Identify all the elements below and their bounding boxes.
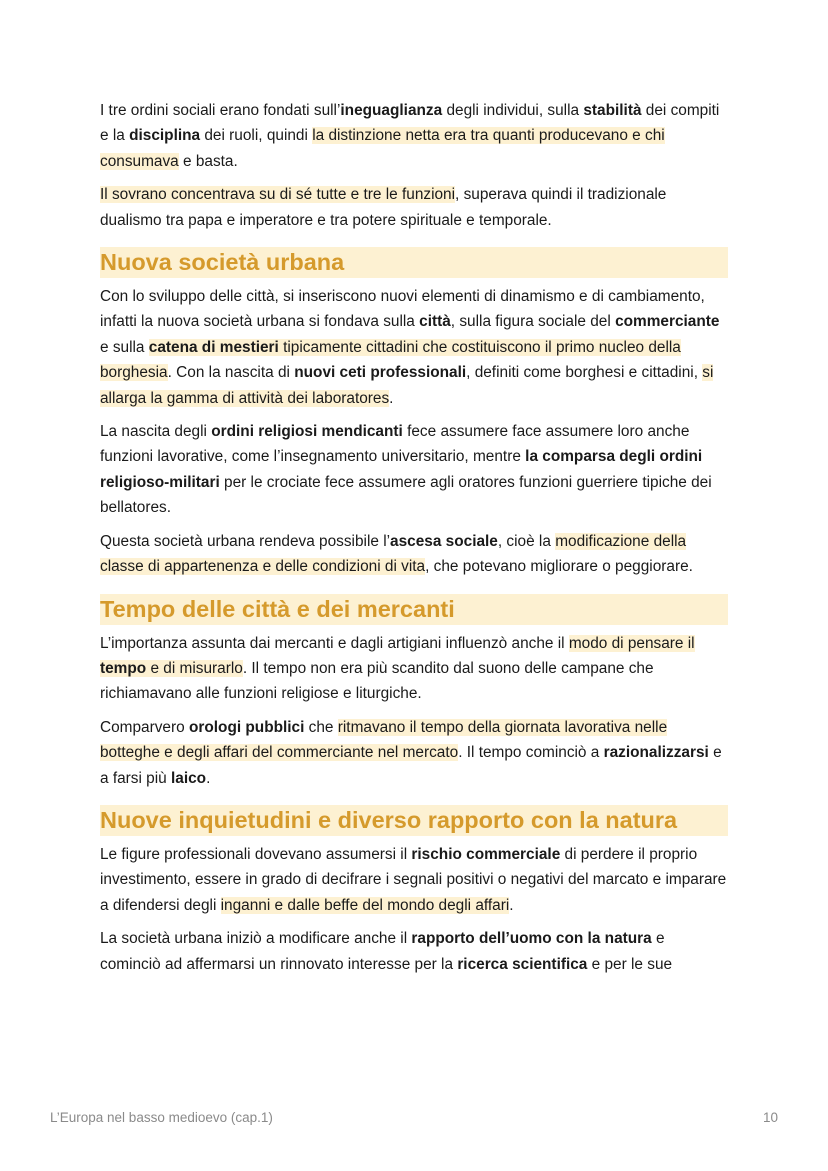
bold-text: città	[419, 313, 451, 331]
text-run: La nascita degli	[100, 423, 212, 441]
page-number: 10	[762, 1110, 778, 1125]
text-run: e cominciò ad affermarsi un rinnovato interesse per la	[100, 930, 665, 973]
bold-text: disciplina	[129, 127, 201, 145]
paragraph	[100, 926, 728, 977]
text-run: .	[206, 769, 211, 787]
text-run: , che potevano migliorare o peggiorare.	[425, 558, 693, 576]
highlighted-text: tempo	[100, 659, 147, 677]
highlighted-text: tipicamente cittadini che costituiscono il primo nucleo della borghesia	[100, 338, 681, 382]
text-run: fece assumere face assumere loro anche funzioni lavorative, come l’insegnamento universitario, mentre	[100, 423, 690, 466]
text-run: e basta.	[178, 152, 238, 170]
highlighted-text: si allarga la gamma di attività dei laboratores	[100, 364, 714, 407]
text-run: Le figure professionali dovevano assumersi il	[100, 845, 412, 863]
bold-text: stabilità	[583, 102, 642, 119]
text-run: , definiti come borghesi e cittadini,	[466, 364, 703, 382]
bold-text: ineguaglianza	[340, 102, 443, 119]
text-run: , cioè la	[497, 532, 556, 550]
text-run: L’importanza assunta dai mercanti e dagli artigiani influenzò anche il	[100, 634, 569, 652]
bold-text: orologi pubblici	[188, 718, 305, 736]
text-run: che	[304, 718, 338, 736]
text-run: di perdere il proprio investimento, essere in grado di decifrare i segnali positivi o negativi del marcato e imparare a difendersi degli	[100, 845, 727, 914]
bold-text: commerciante	[615, 313, 720, 331]
text-run: per le crociate fece assumere agli oratores funzioni guerriere tipiche dei bellatores.	[100, 473, 712, 517]
text-run: . Il tempo non era più scandito dal suono delle campane che richiamavano alle funzioni religiose e liturgiche.	[100, 659, 654, 703]
footer-title: L’Europa nel basso medioevo (cap.1)	[50, 1110, 273, 1125]
section-heading: Tempo delle città e dei mercanti	[100, 594, 728, 625]
text-run: , superava quindi il tradizionale dualismo tra papa e imperatore e tra potere spirituale e temporale.	[100, 186, 667, 229]
text-run: I tre ordini sociali erano fondati sull’	[100, 102, 341, 119]
paragraph	[100, 98, 728, 174]
bold-text: nuovi ceti professionali	[294, 364, 467, 382]
bold-text: razionalizzarsi	[603, 744, 709, 762]
paragraph	[100, 419, 728, 521]
paragraph	[100, 284, 728, 411]
page-footer	[50, 1110, 778, 1125]
bold-text: rapporto dell’uomo con la natura	[411, 930, 652, 948]
highlighted-text: Il sovrano concentrava su di sé tutte e tre le funzioni	[100, 186, 456, 204]
text-run: e per le sue	[587, 955, 673, 973]
bold-text: la comparsa degli ordini religioso-militari	[100, 448, 703, 491]
text-run: , sulla figura sociale del	[450, 313, 616, 331]
document-body	[100, 98, 728, 985]
text-run: Con lo sviluppo delle città, si inseriscono nuovi elementi di dinamismo e di cambiamento, infatti la nuova società urbana si fondava sulla	[100, 288, 705, 331]
text-run: dei ruoli, quindi	[200, 127, 313, 145]
paragraph	[100, 529, 728, 580]
highlighted-text: modificazione della classe di appartenenza e delle condizioni di vita	[100, 532, 687, 576]
paragraph	[100, 715, 728, 791]
text-run: . Con la nascita di	[167, 364, 295, 382]
section-heading: Nuove inquietudini e diverso rapporto con la natura	[100, 805, 728, 836]
text-run: e sulla	[100, 338, 149, 356]
highlighted-text: modo di pensare il	[568, 634, 695, 652]
highlighted-text: e di misurarlo	[146, 659, 243, 677]
bold-text: ascesa sociale	[390, 532, 498, 550]
text-run: e a farsi più	[100, 744, 722, 787]
text-run: Questa società urbana rendeva possibile l’	[100, 532, 391, 550]
section-heading: Nuova società urbana	[100, 247, 728, 278]
highlighted-text: la distinzione netta era tra quanti producevano e chi consumava	[100, 127, 665, 170]
paragraph	[100, 631, 728, 707]
text-run: dei compiti e la	[100, 102, 720, 145]
highlighted-text: inganni e dalle beffe del mondo degli affari	[220, 896, 510, 914]
bold-text: ricerca scientifica	[457, 955, 588, 973]
text-run: .	[509, 896, 514, 914]
paragraph	[100, 842, 728, 918]
text-run: La società urbana iniziò a modificare anche il	[100, 930, 412, 948]
text-run: degli individui, sulla	[442, 102, 584, 119]
bold-text: rischio commerciale	[411, 845, 561, 863]
bold-text: laico	[171, 769, 207, 787]
text-run: .	[389, 389, 394, 407]
text-run: . Il tempo cominciò a	[458, 744, 604, 762]
bold-text: ordini religiosi mendicanti	[211, 423, 403, 441]
text-run: Comparvero	[100, 718, 189, 736]
highlighted-text: ritmavano il tempo della giornata lavorativa nelle botteghe e degli affari del commerciante nel mercato	[100, 718, 668, 762]
highlighted-text: catena di mestieri	[148, 338, 279, 356]
paragraph	[100, 182, 728, 233]
